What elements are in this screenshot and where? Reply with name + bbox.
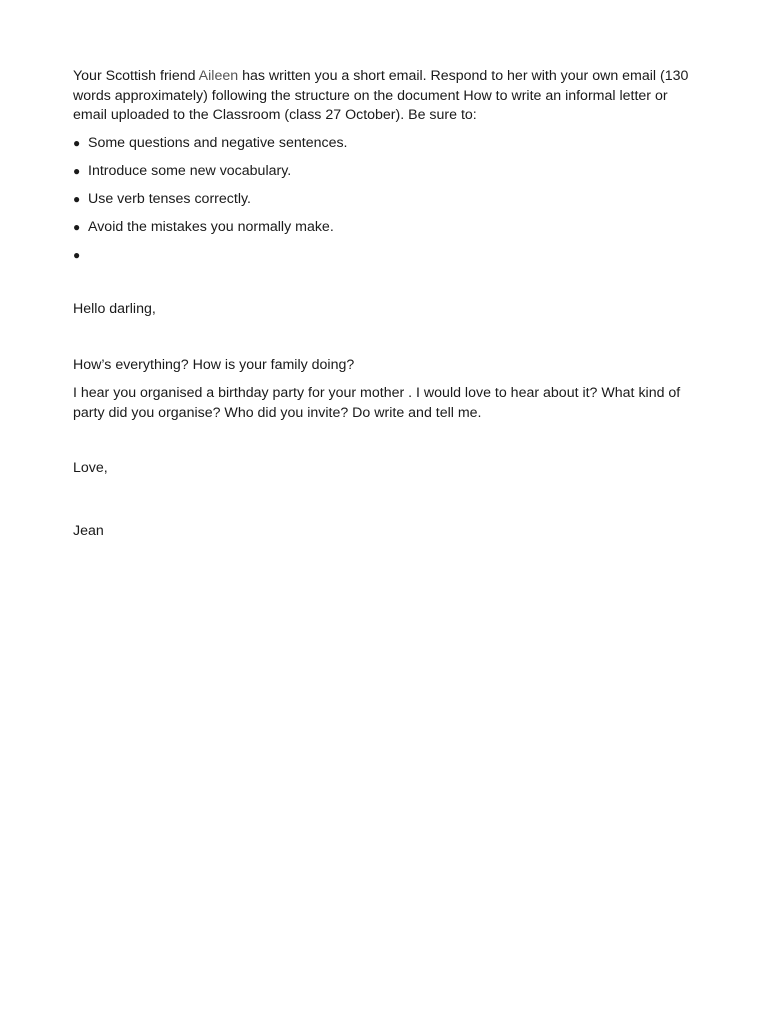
list-item — [73, 190, 698, 218]
bullet-icon: ● — [73, 164, 81, 178]
bullet-icon: ● — [73, 220, 81, 234]
email-greeting: Hello darling, — [73, 301, 156, 317]
intro-before-name: Your Scottish friend — [73, 68, 199, 84]
bullet-icon: ● — [73, 248, 81, 262]
email-paragraph-1: How’s everything? How is your family doing? — [73, 357, 355, 373]
bullet-icon: ● — [73, 136, 81, 150]
email-signoff: Love, — [73, 460, 108, 476]
list-item — [73, 162, 698, 190]
bullet-text: Some questions and negative sentences. — [88, 135, 348, 151]
instructions-paragraph — [73, 67, 698, 126]
task-bullet-list — [73, 134, 698, 274]
intro-after-name: has written you a short email. Respond to her with your own email (130 words approximately) following the structure on the document How to write an informal letter or email uploaded to the Classroom (class 27 October). Be sure to: — [73, 68, 689, 123]
bullet-icon: ● — [73, 192, 81, 206]
list-item — [73, 246, 698, 274]
bullet-text: Introduce some new vocabulary. — [88, 163, 292, 179]
email-paragraph-2: I hear you organised a birthday party for your mother . I would love to hear about it? What kind of party did you organise? Who did you invite? Do write and tell me. — [73, 385, 681, 421]
friend-name: Aileen — [198, 68, 239, 84]
email-signature: Jean — [73, 523, 104, 539]
bullet-text: Use verb tenses correctly. — [88, 191, 251, 207]
list-item — [73, 134, 698, 162]
list-item — [73, 218, 698, 246]
bullet-text: Avoid the mistakes you normally make. — [88, 219, 334, 235]
